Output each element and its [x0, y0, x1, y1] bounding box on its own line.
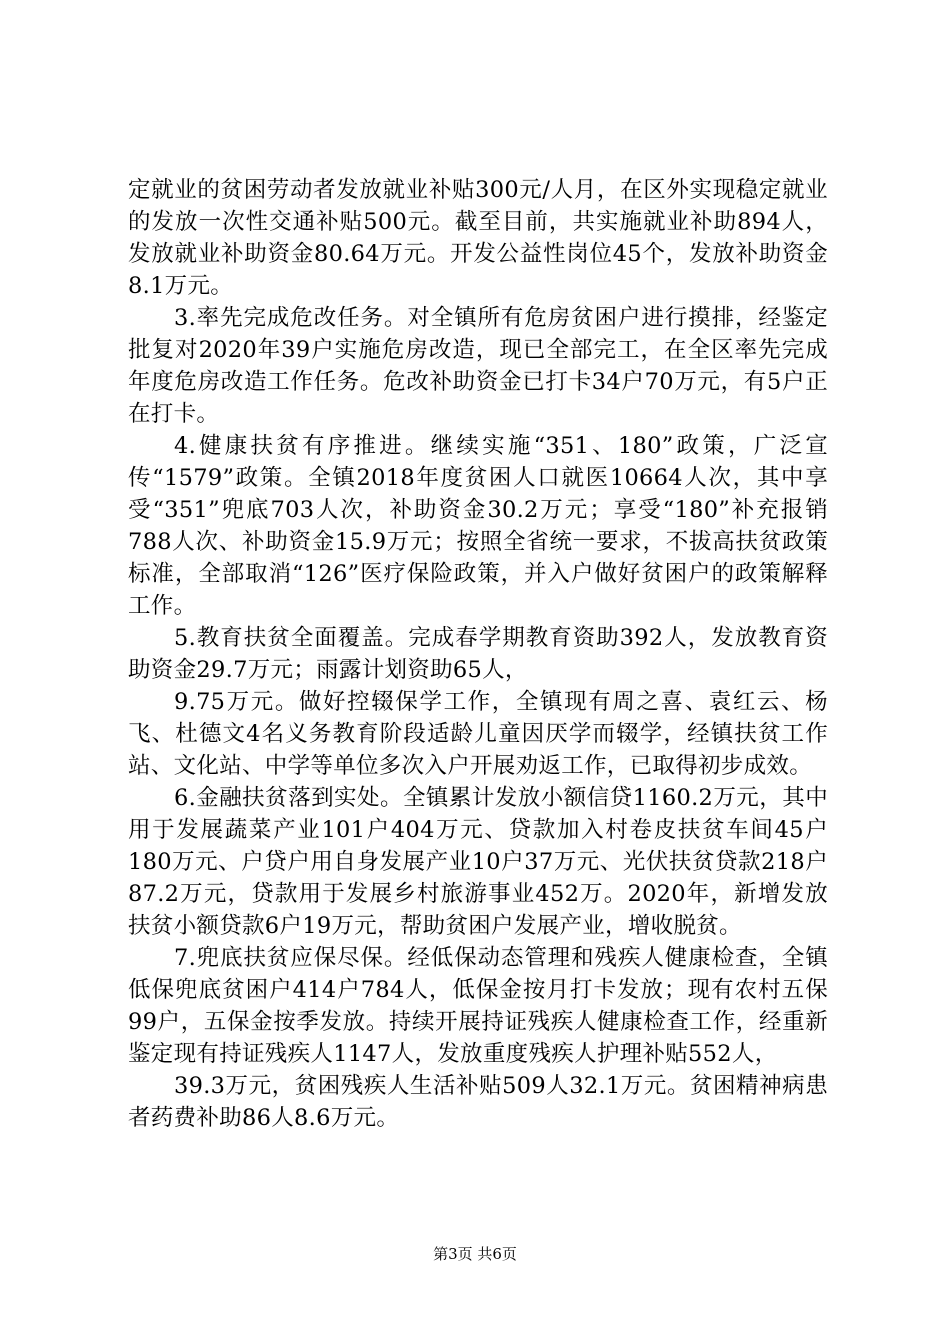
- paragraph-education-poverty-relief: 5.教育扶贫全面覆盖。完成春学期教育资助392人，发放教育资助资金29.7万元；雨露计划资助65人，: [128, 625, 828, 683]
- paragraph-social-security: 7.兜底扶贫应保尽保。经低保动态管理和残疾人健康检查，全镇低保兜底贫困户414户784人，低保金按月打卡发放；现有农村五保99户，五保金按季发放。持续开展持证残疾人健康检查工作，经重新鉴定现有持证残疾人1147人，发放重度残疾人护理补贴552人，: [128, 945, 828, 1067]
- page-number-footer: 第3页 共6页: [433, 1245, 517, 1263]
- paragraph-housing-renovation: 3.率先完成危改任务。对全镇所有危房贫困户进行摸排，经鉴定批复对2020年39户实施危房改造，现已全部完工，在全区率先完成年度危房改造工作任务。危改补助资金已打卡34户70万元，有5户正在打卡。: [128, 305, 828, 427]
- paragraph-dropout-control: 9.75万元。做好控辍保学工作，全镇现有周之喜、袁红云、杨飞、杜德文4名义务教育阶段适龄儿童因厌学而辍学，经镇扶贫工作站、文化站、中学等单位多次入户开展劝返工作，已取得初步成效。: [128, 689, 828, 779]
- paragraph-disability-subsidy: 39.3万元，贫困残疾人生活补贴509人32.1万元。贫困精神病患者药费补助86人8.6万元。: [128, 1073, 828, 1131]
- paragraph-health-poverty-relief: 4.健康扶贫有序推进。继续实施“351、180”政策，广泛宣传“1579”政策。全镇2018年度贫困人口就医10664人次，其中享受“351”兜底703人次，补助资金30.2万元；享受“180”补充报销788人次、补助资金15.9万元；按照全省统一要求，不拔高扶贫政策标准，全部取消“126”医疗保险政策，并入户做好贫困户的政策解释工作。: [128, 433, 828, 619]
- document-body: [128, 174, 828, 1134]
- paragraph-financial-poverty-relief: 6.金融扶贫落到实处。全镇累计发放小额信贷1160.2万元，其中用于发展蔬菜产业101户404万元、贷款加入村卷皮扶贫车间45户180万元、户贷户用自身发展产业10户37万元、光伏扶贫贷款218户87.2万元，贷款用于发展乡村旅游事业452万。2020年，新增发放扶贫小额贷款6户19万元，帮助贫困户发展产业，增收脱贫。: [128, 785, 828, 939]
- paragraph-employment-subsidy: 定就业的贫困劳动者发放就业补贴300元/人月，在区外实现稳定就业的发放一次性交通补贴500元。截至目前，共实施就业补助894人，发放就业补助资金80.64万元。开发公益性岗位45个，发放补助资金8.1万元。: [128, 177, 828, 299]
